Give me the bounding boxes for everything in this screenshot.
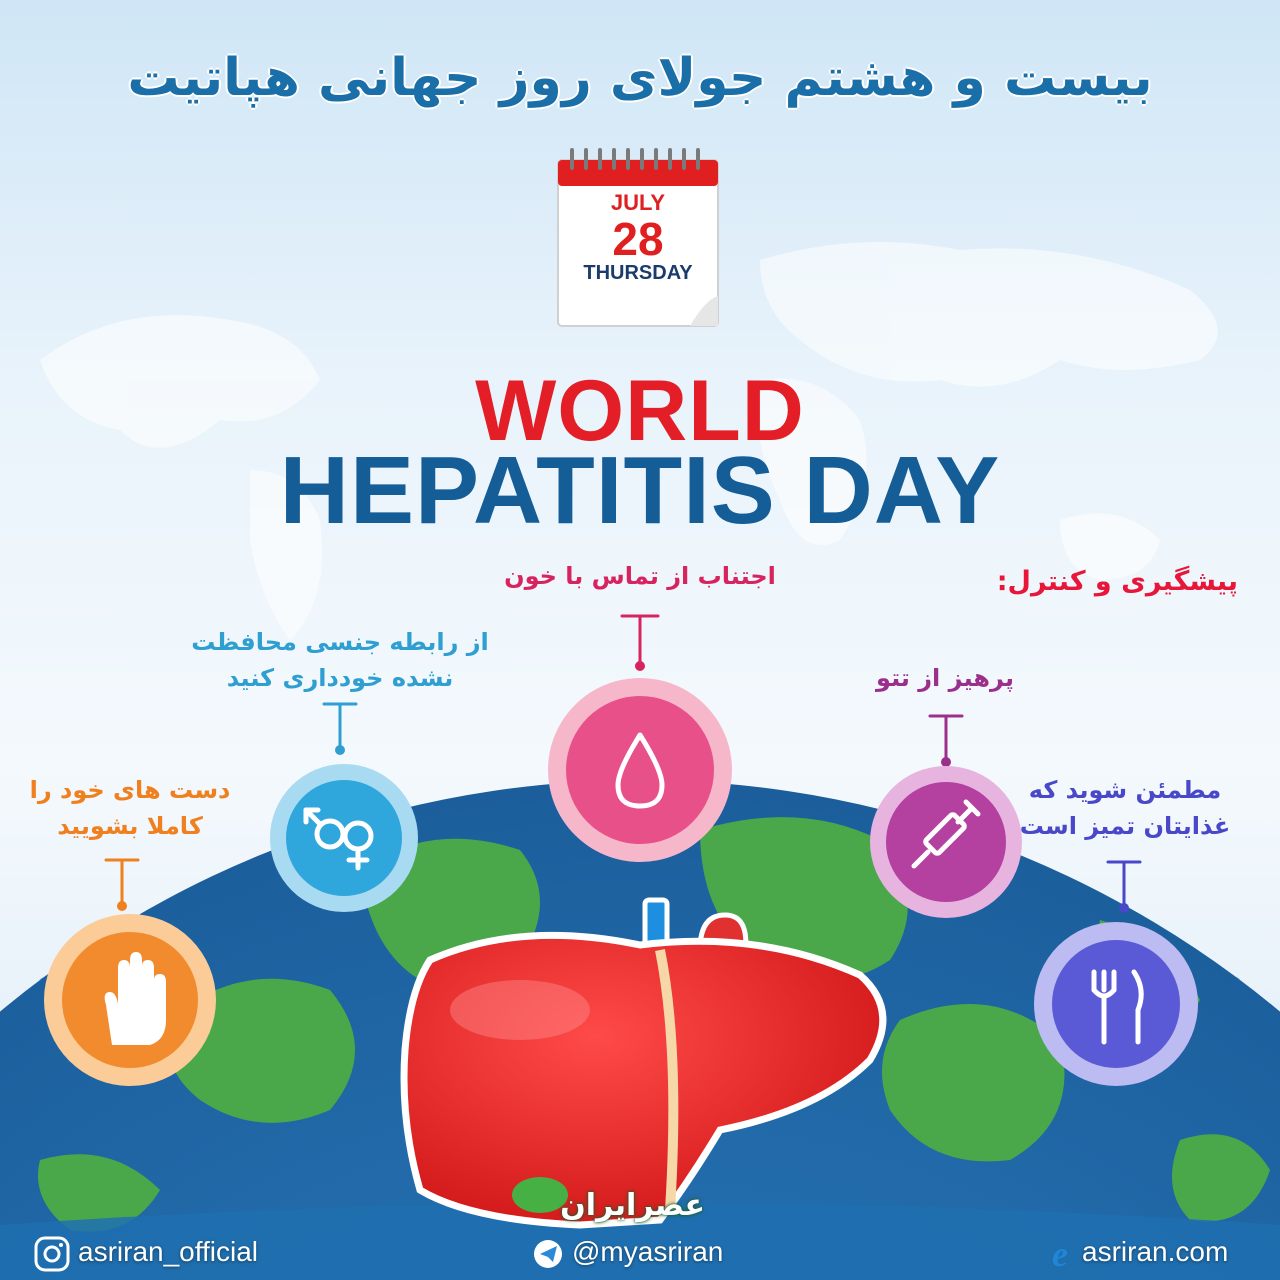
website-link[interactable]: asriran.com	[1082, 1236, 1229, 1267]
tip-clean-food: مطمئن شوید که غذایتان تمیز است	[1019, 776, 1231, 840]
badge-blood	[548, 678, 732, 862]
badge-food	[1034, 922, 1198, 1086]
tip-avoid-tattoo: پرهیز از تتو	[876, 664, 1014, 692]
persian-title: بیست و هشتم جولای روز جهانی هپاتیت	[127, 48, 1153, 108]
website-logo-icon	[1052, 1234, 1068, 1274]
badge-hand	[44, 914, 216, 1086]
instagram-handle[interactable]: asriran_official	[78, 1236, 259, 1267]
badge-sex	[270, 764, 418, 912]
tip-wash-hands: دست های خود را کاملا بشویید	[29, 776, 231, 840]
tip-avoid-blood: اجتناب از تماس با خون	[504, 562, 776, 590]
calendar-month: JULY	[610, 190, 666, 215]
tip-safe-sex: از رابطه جنسی محافظت نشده خودداری کنید	[191, 628, 489, 692]
calendar-weekday: THURSDAY	[583, 262, 693, 284]
calendar-day: 28	[612, 213, 664, 265]
prevention-heading: پیشگیری و کنترل:	[996, 566, 1238, 597]
headline-hepatitis-day: HEPATITIS DAY	[279, 437, 1001, 544]
telegram-icon	[534, 1240, 562, 1268]
svg-text:e: e	[1052, 1234, 1068, 1274]
brand-watermark: عصرایران	[560, 1188, 705, 1223]
telegram-handle[interactable]: @myasriran	[572, 1236, 724, 1267]
headline-world: WORLD	[475, 363, 805, 459]
